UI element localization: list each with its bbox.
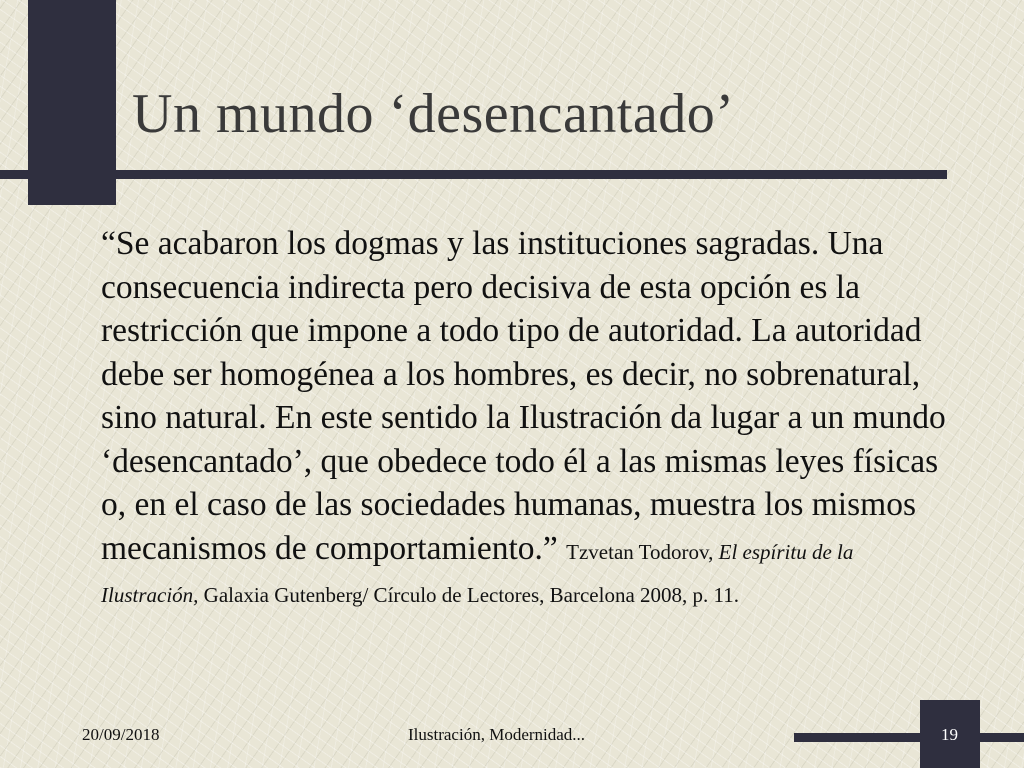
footer-date: 20/09/2018 (82, 725, 160, 744)
citation-author: Tzvetan Todorov, (566, 539, 719, 564)
decorative-block-top-left (28, 0, 116, 205)
decorative-rule-top-left (0, 170, 28, 179)
citation-work-title: El espíritu de la Ilustración, (101, 539, 854, 607)
citation-publisher: Galaxia Gutenberg/ Círculo de Lectores, Barcelona 2008, p. 11. (203, 583, 739, 607)
slide-title: Un mundo ‘desencantado’ (132, 83, 735, 145)
slide-number: 19 (941, 725, 958, 744)
decorative-rule-bottom (794, 733, 920, 742)
decorative-rule-top (116, 170, 947, 179)
quote-paragraph (101, 222, 951, 614)
decorative-rule-bottom-right (980, 733, 1024, 742)
footer-title: Ilustración, Modernidad... (408, 725, 586, 744)
quote-text: “Se acabaron los dogmas y las instituciones sagradas. Una consecuencia indirecta pero decisiva de esta opción es la restricción que impone a todo tipo de autoridad. La autoridad debe ser homogénea a los hombres, es decir, no sobrenatural, sino natural. En este sentido la Ilustración da lugar a un mundo ‘desencantado’, que obedece todo él a las mismas leyes físicas o, en el caso de las sociedades humanas, muestra los mismos mecanismos de comportamiento.” (101, 225, 946, 567)
